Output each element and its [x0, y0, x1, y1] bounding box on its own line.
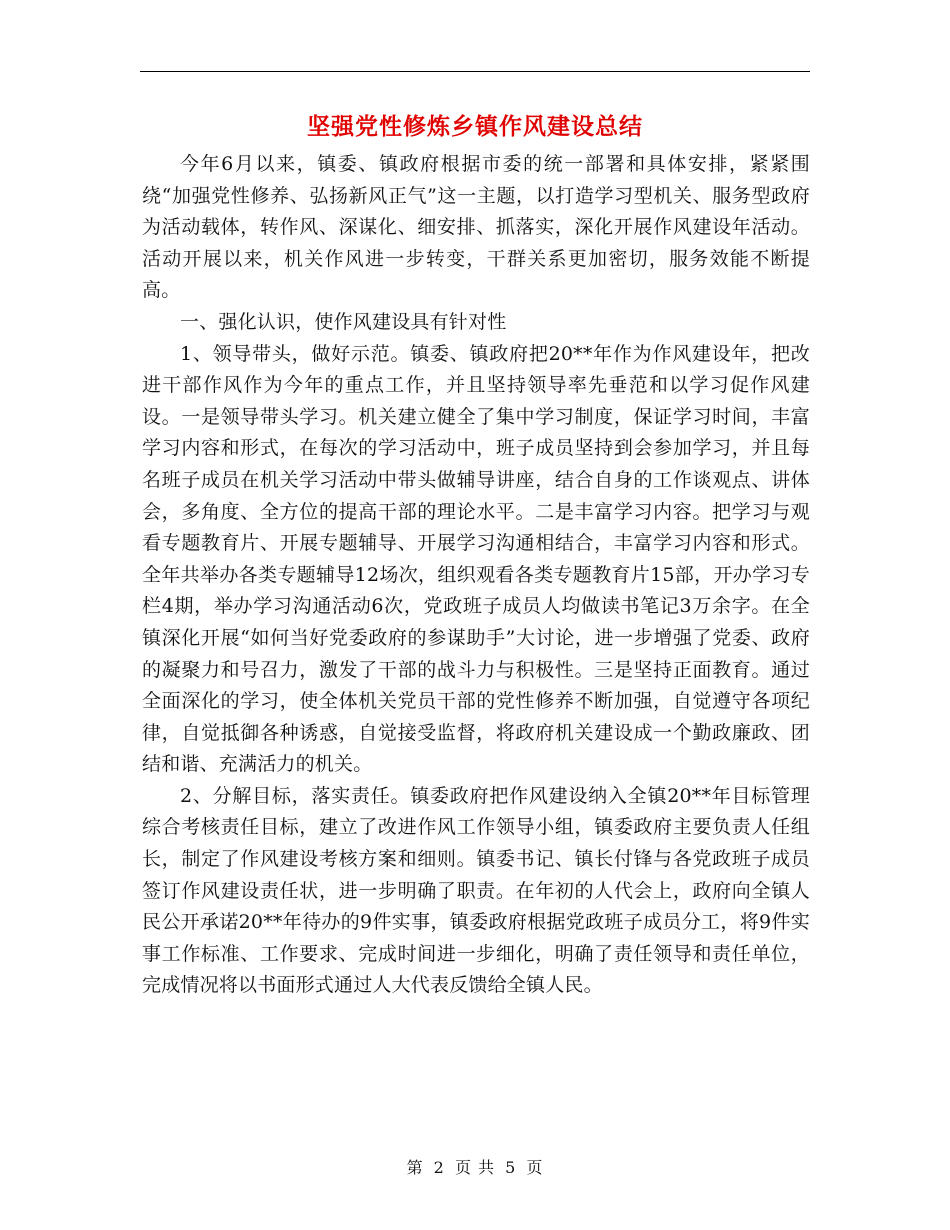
total-pages: 5 [505, 1158, 517, 1177]
footer-prefix: 第 [406, 1158, 424, 1177]
section-heading: 一、强化认识，使作风建设具有针对性 [180, 310, 507, 333]
page-footer [0, 1155, 950, 1178]
document-title: 坚强党性修炼乡镇作风建设总结 [307, 113, 643, 140]
header-rule [140, 71, 810, 72]
footer-suffix: 页 [526, 1158, 544, 1177]
footer-middle: 页 共 [454, 1158, 496, 1177]
page-number: 2 [433, 1158, 445, 1177]
document-body [142, 149, 810, 1002]
paragraph-targets: 2、分解目标，落实责任。镇委政府把作风建设纳入全镇20**年目标管理综合考核责任目标，建立了改进作风工作领导小组，镇委政府主要负责人任组长，制定了作风建设考核方案和细则。镇委书记、镇长付锋与各党政班子成员签订作风建设责任状，进一步明确了职责。在年初的人代会上，政府向全镇人民公开承诺20**年待办的9件实事，镇委政府根据党政班子成员分工，将9件实事工作标准、工作要求、完成时间进一步细化，明确了责任领导和责任单位，完成情况将以书面形式通过人大代表反馈给全镇人民。 [142, 784, 810, 997]
paragraph-intro: 今年6月以来，镇委、镇政府根据市委的统一部署和具体安排，紧紧围绕“加强党性修养、弘扬新风正气”这一主题，以打造学习型机关、服务型政府为活动载体，转作风、深谋化、细安排、抓落实，深化开展作风建设年活动。活动开展以来，机关作风进一步转变，干群关系更加密切，服务效能不断提高。 [142, 153, 810, 302]
paragraph-leadership: 1、领导带头，做好示范。镇委、镇政府把20**年作为作风建设年，把改进干部作风作为今年的重点工作，并且坚持领导率先垂范和以学习促作风建设。一是领导带头学习。机关建立健全了集中学习制度，保证学习时间，丰富学习内容和形式，在每次的学习活动中，班子成员坚持到会参加学习，并且每名班子成员在机关学习活动中带头做辅导讲座，结合自身的工作谈观点、讲体会，多角度、全方位的提高干部的理论水平。二是丰富学习内容。把学习与观看专题教育片、开展专题辅导、开展学习沟通相结合，丰富学习内容和形式。全年共举办各类专题辅导12场次，组织观看各类专题教育片15部，开办学习专栏4期，举办学习沟通活动6次，党政班子成员人均做读书笔记3万余字。在全镇深化开展“如何当好党委政府的参谋助手”大讨论，进一步增强了党委、政府的凝聚力和号召力，激发了干部的战斗力与积极性。三是坚持正面教育。通过全面深化的学习，使全体机关党员干部的党性修养不断加强，自觉遵守各项纪律，自觉抵御各种诱惑，自觉接受监督，将政府机关建设成一个勤政廉政、团结和谐、充满活力的机关。 [142, 342, 810, 776]
